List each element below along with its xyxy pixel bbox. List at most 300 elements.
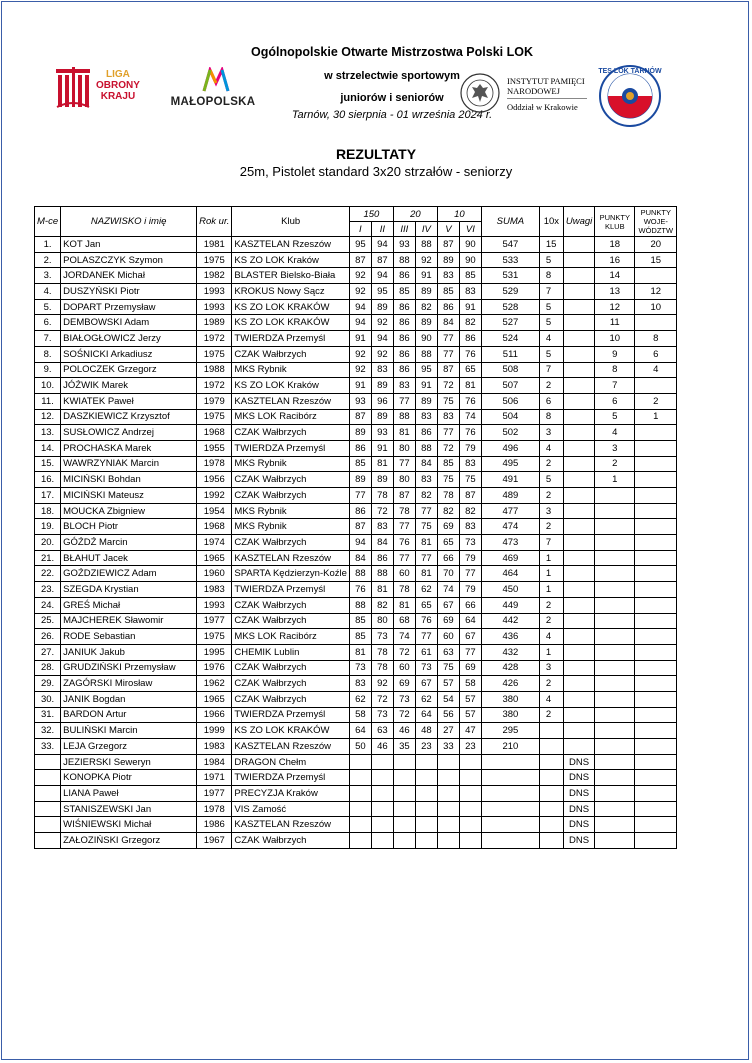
name-cell: GÓŹDŹ Marcin (61, 535, 197, 551)
series-cell: 95 (371, 284, 393, 300)
table-row (35, 472, 677, 488)
series-cell: 92 (415, 252, 437, 268)
group-10-header: 10 (437, 207, 481, 222)
note-cell (563, 393, 594, 409)
series-cell: 87 (459, 488, 481, 504)
series-cell (459, 833, 481, 849)
year-cell: 1975 (197, 252, 232, 268)
name-cell: DASZKIEWICZ Krzysztof (61, 409, 197, 425)
series-cell (393, 754, 415, 770)
series-4-header: IV (415, 222, 437, 237)
points-region-cell (635, 582, 677, 598)
sum-cell: 295 (481, 723, 539, 739)
results-body (35, 237, 677, 849)
series-cell (393, 817, 415, 833)
series-cell (437, 833, 459, 849)
year-cell: 1956 (197, 472, 232, 488)
place-cell: 10. (35, 378, 61, 394)
series-cell: 86 (415, 425, 437, 441)
name-cell: MAJCHEREK Sławomir (61, 613, 197, 629)
series-cell: 63 (437, 644, 459, 660)
sum-cell: 380 (481, 707, 539, 723)
club-cell: CZAK Wałbrzych (232, 613, 349, 629)
tens-cell: 2 (539, 519, 563, 535)
series-cell: 85 (459, 268, 481, 284)
name-cell: BŁAHUT Jacek (61, 550, 197, 566)
year-cell: 1989 (197, 315, 232, 331)
note-cell (563, 331, 594, 347)
results-page (1, 1, 749, 1060)
sum-cell: 507 (481, 378, 539, 394)
series-cell: 82 (415, 488, 437, 504)
series-cell: 92 (349, 362, 371, 378)
year-cell: 1968 (197, 425, 232, 441)
series-cell: 75 (437, 393, 459, 409)
year-cell: 1974 (197, 535, 232, 551)
points-region-cell (635, 440, 677, 456)
sum-cell: 508 (481, 362, 539, 378)
club-cell: CZAK Wałbrzych (232, 346, 349, 362)
points-club-cell: 18 (595, 237, 635, 253)
place-cell: 29. (35, 676, 61, 692)
series-cell: 48 (415, 723, 437, 739)
place-cell: 18. (35, 503, 61, 519)
name-cell: GREŚ Michał (61, 597, 197, 613)
series-cell: 64 (459, 613, 481, 629)
club-cell: CZAK Wałbrzych (232, 425, 349, 441)
tens-cell: 8 (539, 409, 563, 425)
col-tens-header: 10x (539, 207, 563, 237)
series-cell: 82 (459, 315, 481, 331)
series-cell: 67 (437, 597, 459, 613)
table-row (35, 754, 677, 770)
year-cell: 1993 (197, 597, 232, 613)
place-cell: 2. (35, 252, 61, 268)
points-region-cell (635, 597, 677, 613)
place-cell: 15. (35, 456, 61, 472)
place-cell: 32. (35, 723, 61, 739)
series-cell: 90 (415, 331, 437, 347)
tens-cell: 1 (539, 582, 563, 598)
series-cell: 80 (393, 472, 415, 488)
series-cell: 77 (393, 519, 415, 535)
year-cell: 1978 (197, 801, 232, 817)
series-cell: 73 (415, 660, 437, 676)
sum-cell: 547 (481, 237, 539, 253)
series-cell: 69 (437, 613, 459, 629)
note-cell: DNS (563, 770, 594, 786)
series-cell: 89 (415, 284, 437, 300)
place-cell: 21. (35, 550, 61, 566)
series-cell: 85 (393, 284, 415, 300)
series-cell: 76 (393, 535, 415, 551)
series-cell: 93 (393, 237, 415, 253)
club-cell: KS ZO LOK KRAKÓW (232, 723, 349, 739)
series-cell: 89 (371, 472, 393, 488)
series-cell: 85 (349, 456, 371, 472)
table-row (35, 660, 677, 676)
year-cell: 1968 (197, 519, 232, 535)
points-region-cell (635, 378, 677, 394)
table-row (35, 503, 677, 519)
series-cell: 81 (371, 456, 393, 472)
note-cell (563, 582, 594, 598)
club-cell: SPARTA Kędzierzyn-Koźle (232, 566, 349, 582)
series-cell (371, 770, 393, 786)
liga-emblem-icon (54, 65, 92, 111)
place-cell: 22. (35, 566, 61, 582)
tens-cell: 2 (539, 488, 563, 504)
series-cell: 77 (415, 629, 437, 645)
table-row (35, 817, 677, 833)
series-cell (437, 786, 459, 802)
tens-cell: 7 (539, 362, 563, 378)
note-cell (563, 299, 594, 315)
table-row (35, 770, 677, 786)
table-row (35, 723, 677, 739)
place-cell: 25. (35, 613, 61, 629)
sum-cell: 533 (481, 252, 539, 268)
series-cell (371, 801, 393, 817)
series-cell: 85 (437, 456, 459, 472)
note-cell (563, 629, 594, 645)
points-club-cell (595, 488, 635, 504)
sum-cell: 524 (481, 331, 539, 347)
series-cell (371, 754, 393, 770)
club-cell: CZAK Wałbrzych (232, 660, 349, 676)
name-cell: KWIATEK Paweł (61, 393, 197, 409)
year-cell: 1965 (197, 691, 232, 707)
series-cell: 89 (349, 425, 371, 441)
sum-cell (481, 754, 539, 770)
name-cell: WIŚNIEWSKI Michał (61, 817, 197, 833)
club-cell: KS ZO LOK KRAKÓW (232, 315, 349, 331)
series-cell (349, 786, 371, 802)
series-cell: 54 (437, 691, 459, 707)
series-cell: 60 (437, 629, 459, 645)
place-cell (35, 770, 61, 786)
series-cell: 75 (459, 472, 481, 488)
points-club-cell (595, 723, 635, 739)
table-row (35, 535, 677, 551)
series-cell: 90 (459, 237, 481, 253)
note-cell (563, 346, 594, 362)
note-cell: DNS (563, 754, 594, 770)
series-cell: 91 (415, 378, 437, 394)
sum-cell: 511 (481, 346, 539, 362)
tens-cell: 3 (539, 425, 563, 441)
note-cell (563, 237, 594, 253)
series-cell: 89 (371, 409, 393, 425)
series-cell: 84 (415, 456, 437, 472)
points-region-cell (635, 739, 677, 755)
points-club-cell (595, 801, 635, 817)
sum-cell: 528 (481, 299, 539, 315)
points-region-cell: 10 (635, 299, 677, 315)
sum-cell: 426 (481, 676, 539, 692)
points-region-cell: 6 (635, 346, 677, 362)
club-cell: KS ZO LOK KRAKÓW (232, 299, 349, 315)
note-cell (563, 362, 594, 378)
club-cell: MKS LOK Racibórz (232, 409, 349, 425)
series-1-header: I (349, 222, 371, 237)
series-cell: 78 (393, 503, 415, 519)
series-cell (459, 770, 481, 786)
series-cell: 94 (349, 299, 371, 315)
note-cell (563, 284, 594, 300)
series-cell: 77 (437, 425, 459, 441)
series-cell: 86 (349, 440, 371, 456)
series-cell: 83 (393, 378, 415, 394)
year-cell: 1977 (197, 613, 232, 629)
series-cell: 92 (371, 676, 393, 692)
place-cell: 6. (35, 315, 61, 331)
series-cell: 82 (415, 299, 437, 315)
table-row (35, 707, 677, 723)
year-cell: 1966 (197, 707, 232, 723)
series-cell: 87 (371, 252, 393, 268)
liga-wordmark: LIGA OBRONY KRAJU (96, 69, 140, 102)
place-cell: 20. (35, 535, 61, 551)
place-cell: 17. (35, 488, 61, 504)
series-cell: 67 (415, 676, 437, 692)
note-cell (563, 676, 594, 692)
place-cell: 31. (35, 707, 61, 723)
points-region-cell (635, 786, 677, 802)
place-cell (35, 833, 61, 849)
sum-cell: 436 (481, 629, 539, 645)
name-cell: DOPART Przemysław (61, 299, 197, 315)
table-row (35, 676, 677, 692)
sum-cell (481, 770, 539, 786)
series-cell: 88 (349, 597, 371, 613)
series-cell (437, 754, 459, 770)
series-cell: 93 (349, 393, 371, 409)
series-cell: 46 (393, 723, 415, 739)
points-club-cell: 14 (595, 268, 635, 284)
name-cell: SUSŁOWICZ Andrzej (61, 425, 197, 441)
note-cell: DNS (563, 801, 594, 817)
points-region-cell (635, 691, 677, 707)
series-cell: 81 (415, 535, 437, 551)
name-cell: JEZIERSKI Seweryn (61, 754, 197, 770)
series-cell: 88 (393, 409, 415, 425)
tens-cell: 5 (539, 299, 563, 315)
table-row (35, 691, 677, 707)
series-cell: 83 (459, 519, 481, 535)
points-region-cell (635, 550, 677, 566)
series-cell: 75 (437, 472, 459, 488)
points-region-cell (635, 503, 677, 519)
series-cell: 88 (349, 566, 371, 582)
name-cell: SZEGDA Krystian (61, 582, 197, 598)
series-cell: 85 (437, 284, 459, 300)
series-cell: 87 (393, 488, 415, 504)
note-cell (563, 644, 594, 660)
series-cell: 81 (393, 597, 415, 613)
tens-cell: 4 (539, 629, 563, 645)
series-cell: 77 (415, 550, 437, 566)
name-cell: BARDON Artur (61, 707, 197, 723)
sum-cell: 506 (481, 393, 539, 409)
series-cell: 66 (437, 550, 459, 566)
series-cell: 85 (349, 613, 371, 629)
series-cell: 46 (371, 739, 393, 755)
points-club-cell (595, 754, 635, 770)
points-club-cell (595, 660, 635, 676)
series-cell: 69 (437, 519, 459, 535)
series-cell (349, 801, 371, 817)
note-cell (563, 409, 594, 425)
year-cell: 1993 (197, 299, 232, 315)
points-club-cell: 9 (595, 346, 635, 362)
year-cell: 1981 (197, 237, 232, 253)
points-club-cell (595, 582, 635, 598)
place-cell: 4. (35, 284, 61, 300)
points-region-cell (635, 817, 677, 833)
svg-text:TES LOK TARNÓW: TES LOK TARNÓW (598, 68, 662, 75)
series-cell: 86 (393, 268, 415, 284)
series-3-header: III (393, 222, 415, 237)
sum-cell: 531 (481, 268, 539, 284)
series-cell: 81 (459, 378, 481, 394)
points-club-cell (595, 613, 635, 629)
series-cell: 67 (459, 629, 481, 645)
sum-cell: 489 (481, 488, 539, 504)
sum-cell: 428 (481, 660, 539, 676)
sum-cell: 464 (481, 566, 539, 582)
series-cell: 86 (393, 362, 415, 378)
series-cell: 65 (459, 362, 481, 378)
series-cell: 76 (459, 425, 481, 441)
place-cell: 27. (35, 644, 61, 660)
series-cell: 87 (437, 237, 459, 253)
name-cell: BULIŃSKI Marcin (61, 723, 197, 739)
club-cell: KASZTELAN Rzeszów (232, 237, 349, 253)
note-cell (563, 456, 594, 472)
sum-cell: 491 (481, 472, 539, 488)
club-cell: KASZTELAN Rzeszów (232, 739, 349, 755)
series-cell: 77 (437, 346, 459, 362)
name-cell: STANISZEWSKI Jan (61, 801, 197, 817)
year-cell: 1995 (197, 644, 232, 660)
results-table (34, 206, 677, 849)
sum-cell: 473 (481, 535, 539, 551)
event-place-date: Tarnów, 30 sierpnia - 01 września 2024 r. (291, 109, 493, 121)
note-cell (563, 550, 594, 566)
series-cell: 83 (371, 519, 393, 535)
series-cell: 89 (349, 472, 371, 488)
note-cell: DNS (563, 786, 594, 802)
series-cell (393, 770, 415, 786)
document-header (2, 2, 750, 132)
series-cell (349, 833, 371, 849)
note-cell (563, 503, 594, 519)
tens-cell: 5 (539, 315, 563, 331)
name-cell: JANIK Bogdan (61, 691, 197, 707)
series-cell: 47 (459, 723, 481, 739)
name-cell: POLASZCZYK Szymon (61, 252, 197, 268)
series-cell: 86 (349, 503, 371, 519)
document-subtitle: 25m, Pistolet standard 3x20 strzałów - seniorzy (239, 164, 513, 179)
series-cell: 77 (393, 550, 415, 566)
sum-cell: 527 (481, 315, 539, 331)
points-region-cell (635, 268, 677, 284)
series-cell: 87 (437, 362, 459, 378)
points-club-cell (595, 770, 635, 786)
name-cell: RODE Sebastian (61, 629, 197, 645)
points-club-cell (595, 550, 635, 566)
series-cell: 72 (371, 691, 393, 707)
table-row (35, 378, 677, 394)
series-cell (415, 754, 437, 770)
series-cell: 79 (459, 440, 481, 456)
series-cell: 79 (459, 582, 481, 598)
year-cell: 1965 (197, 550, 232, 566)
sum-cell (481, 786, 539, 802)
series-cell: 72 (393, 644, 415, 660)
series-cell: 95 (415, 362, 437, 378)
ipn-branch: Oddział w Krakowie (507, 102, 578, 112)
series-cell: 62 (415, 691, 437, 707)
year-cell: 1954 (197, 503, 232, 519)
points-club-cell: 1 (595, 472, 635, 488)
club-cell: VIS Zamość (232, 801, 349, 817)
place-cell: 14. (35, 440, 61, 456)
series-cell: 27 (437, 723, 459, 739)
series-cell: 84 (349, 550, 371, 566)
series-cell: 58 (349, 707, 371, 723)
sum-cell: 469 (481, 550, 539, 566)
year-cell: 1999 (197, 723, 232, 739)
note-cell (563, 440, 594, 456)
series-cell: 76 (349, 582, 371, 598)
place-cell: 3. (35, 268, 61, 284)
series-cell: 83 (415, 472, 437, 488)
sum-cell: 529 (481, 284, 539, 300)
series-cell: 83 (371, 362, 393, 378)
series-cell: 23 (459, 739, 481, 755)
table-row (35, 597, 677, 613)
series-cell: 56 (437, 707, 459, 723)
year-cell: 1975 (197, 409, 232, 425)
series-cell: 83 (415, 409, 437, 425)
tens-cell: 5 (539, 346, 563, 362)
place-cell: 24. (35, 597, 61, 613)
series-cell: 88 (393, 252, 415, 268)
points-region-cell: 1 (635, 409, 677, 425)
points-region-cell (635, 535, 677, 551)
club-cell: MKS Rybnik (232, 519, 349, 535)
table-row (35, 488, 677, 504)
ipn-logo (459, 72, 604, 120)
year-cell: 1978 (197, 456, 232, 472)
series-5-header: V (437, 222, 459, 237)
tens-cell (539, 754, 563, 770)
series-cell: 76 (415, 613, 437, 629)
series-cell: 77 (393, 393, 415, 409)
series-cell: 94 (371, 268, 393, 284)
year-cell: 1975 (197, 346, 232, 362)
col-points-club-header: PUNKTY KLUB (595, 207, 635, 237)
club-cell: TWIERDZA Przemyśl (232, 582, 349, 598)
name-cell: POLOCZEK Grzegorz (61, 362, 197, 378)
series-cell: 83 (437, 409, 459, 425)
tens-cell: 7 (539, 284, 563, 300)
series-cell: 94 (371, 331, 393, 347)
col-place-header: M-ce (35, 207, 61, 237)
note-cell: DNS (563, 817, 594, 833)
